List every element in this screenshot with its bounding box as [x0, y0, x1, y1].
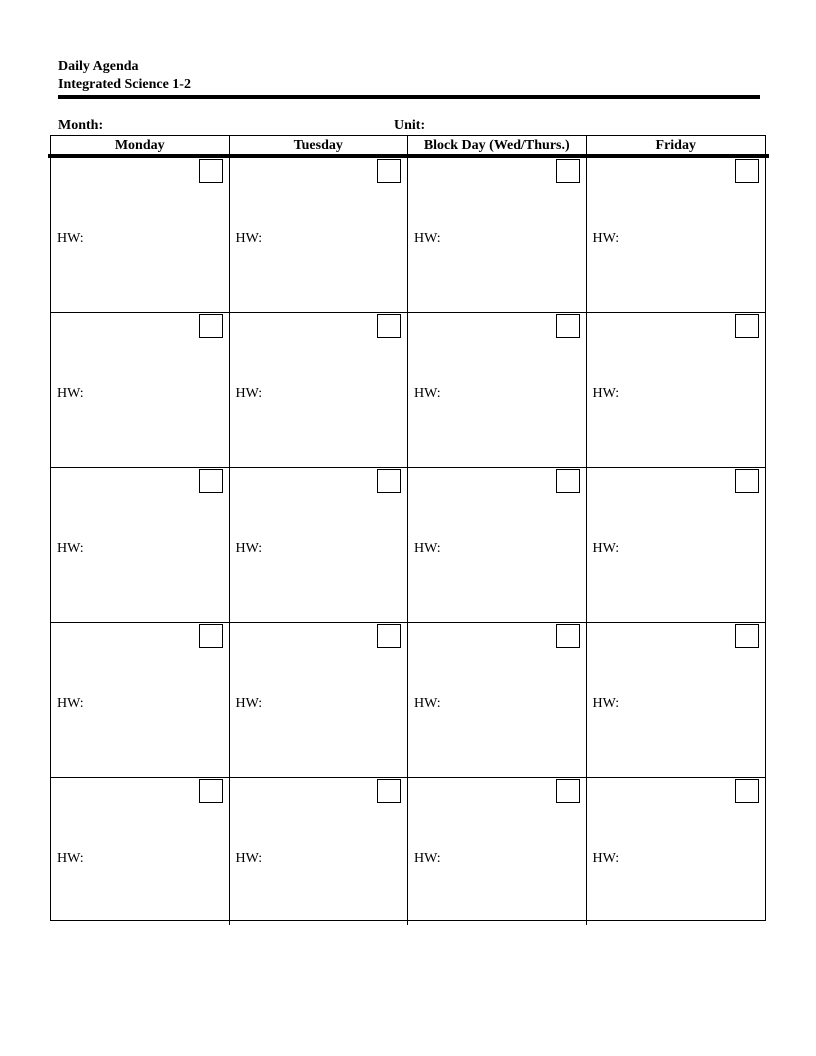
homework-label: HW: — [592, 386, 620, 401]
day-header-row — [51, 136, 765, 156]
week-row — [51, 623, 765, 778]
completion-checkbox[interactable] — [377, 159, 401, 183]
day-header-monday: Monday — [51, 136, 230, 156]
homework-label: HW: — [414, 851, 441, 866]
completion-checkbox[interactable] — [556, 159, 580, 183]
completion-checkbox[interactable] — [735, 624, 759, 648]
homework-label: HW: — [235, 541, 263, 556]
completion-checkbox[interactable] — [735, 779, 759, 803]
homework-label: HW: — [592, 851, 620, 866]
agenda-table — [50, 135, 766, 921]
completion-checkbox[interactable] — [199, 159, 223, 183]
homework-label: HW: — [592, 696, 620, 711]
completion-checkbox[interactable] — [556, 469, 580, 493]
week-rows — [51, 158, 765, 925]
homework-label: HW: — [414, 386, 441, 401]
day-cell-tuesday[interactable] — [230, 158, 409, 312]
completion-checkbox[interactable] — [199, 779, 223, 803]
homework-label: HW: — [414, 696, 441, 711]
day-cell-friday[interactable] — [587, 158, 766, 312]
day-header-tuesday: Tuesday — [230, 136, 409, 156]
completion-checkbox[interactable] — [556, 314, 580, 338]
day-cell-monday[interactable] — [51, 468, 230, 622]
header-row-divider — [48, 154, 769, 158]
week-row — [51, 313, 765, 468]
homework-label: HW: — [414, 231, 441, 246]
week-row — [51, 468, 765, 623]
day-cell-friday[interactable] — [587, 468, 766, 622]
month-label: Month: — [58, 118, 104, 133]
day-cell-monday[interactable] — [51, 158, 230, 312]
day-cell-tuesday[interactable] — [230, 778, 409, 925]
week-row — [51, 158, 765, 313]
homework-label: HW: — [235, 386, 263, 401]
day-cell-tuesday[interactable] — [230, 623, 409, 777]
homework-label: HW: — [57, 851, 84, 866]
unit-label: Unit: — [394, 118, 426, 133]
day-cell-monday[interactable] — [51, 778, 230, 925]
homework-label: HW: — [414, 541, 441, 556]
page-title: Daily Agenda — [58, 59, 139, 74]
completion-checkbox[interactable] — [199, 469, 223, 493]
completion-checkbox[interactable] — [199, 314, 223, 338]
day-cell-block-day[interactable] — [408, 158, 587, 312]
completion-checkbox[interactable] — [199, 624, 223, 648]
completion-checkbox[interactable] — [377, 314, 401, 338]
header-divider — [58, 95, 760, 99]
day-cell-friday[interactable] — [587, 778, 766, 925]
completion-checkbox[interactable] — [735, 314, 759, 338]
day-cell-block-day[interactable] — [408, 778, 587, 925]
homework-label: HW: — [57, 231, 84, 246]
homework-label: HW: — [235, 231, 263, 246]
completion-checkbox[interactable] — [735, 159, 759, 183]
completion-checkbox[interactable] — [377, 469, 401, 493]
completion-checkbox[interactable] — [735, 469, 759, 493]
day-header-friday: Friday — [655, 138, 696, 153]
completion-checkbox[interactable] — [556, 779, 580, 803]
homework-label: HW: — [235, 696, 263, 711]
day-cell-friday[interactable] — [587, 313, 766, 467]
day-cell-friday[interactable] — [587, 623, 766, 777]
day-cell-tuesday[interactable] — [230, 313, 409, 467]
homework-label: HW: — [235, 851, 263, 866]
homework-label: HW: — [57, 541, 84, 556]
homework-label: HW: — [592, 541, 620, 556]
day-cell-monday[interactable] — [51, 623, 230, 777]
week-row — [51, 778, 765, 925]
completion-checkbox[interactable] — [377, 624, 401, 648]
completion-checkbox[interactable] — [377, 779, 401, 803]
course-name: Integrated Science 1-2 — [58, 77, 191, 92]
day-header-block-day: Block Day (Wed/Thurs.) — [408, 136, 587, 156]
day-cell-monday[interactable] — [51, 313, 230, 467]
day-cell-block-day[interactable] — [408, 313, 587, 467]
day-cell-tuesday[interactable] — [230, 468, 409, 622]
day-cell-block-day[interactable] — [408, 468, 587, 622]
completion-checkbox[interactable] — [556, 624, 580, 648]
homework-label: HW: — [592, 231, 620, 246]
day-cell-block-day[interactable] — [408, 623, 587, 777]
homework-label: HW: — [57, 696, 84, 711]
homework-label: HW: — [57, 386, 84, 401]
